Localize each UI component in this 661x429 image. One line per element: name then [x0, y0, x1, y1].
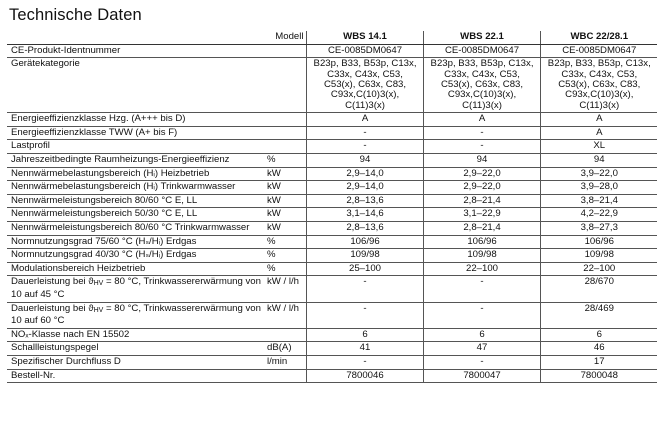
table-row	[7, 249, 657, 263]
table-row	[7, 44, 657, 58]
row-label: Nennwärmeleistungsbereich 80/60 °C Trinkwarmwasser	[7, 221, 264, 235]
row-value: 3,9–28,0	[540, 181, 657, 195]
table-row	[7, 276, 657, 302]
row-value: 109/98	[540, 249, 657, 263]
row-label-rest: = 80 °C, Trinkwassererwärmung von 10 auf 60 °C	[11, 302, 261, 327]
row-value: -	[423, 140, 540, 154]
row-value: 4,2–22,9	[540, 208, 657, 222]
model-header: WBS 22.1	[423, 31, 540, 44]
page-title: Technische Daten	[9, 6, 142, 24]
table-row	[7, 328, 657, 342]
row-value: 3,8–27,3	[540, 221, 657, 235]
table-row	[7, 140, 657, 154]
row-value: 2,9–14,0	[306, 181, 423, 195]
table-row	[7, 154, 657, 168]
row-label: Bestell-Nr.	[7, 369, 264, 383]
row-unit: kW	[264, 181, 306, 195]
row-unit: %	[264, 154, 306, 168]
row-label-text: Dauerleistung bei ϑ	[11, 276, 94, 288]
table-row	[7, 262, 657, 276]
row-value: 3,8–21,4	[540, 194, 657, 208]
table-row	[7, 302, 657, 328]
row-label: Lastprofil	[7, 140, 264, 154]
row-unit: kW / l/h	[264, 276, 306, 302]
row-value: -	[423, 302, 540, 328]
specs-table	[7, 31, 657, 383]
row-label: Nennwärmeleistungsbereich 50/30 °C E, LL	[7, 208, 264, 222]
row-unit: kW	[264, 167, 306, 181]
row-label: Normnutzungsgrad 75/60 °C (Hₛ/Hᵢ) Erdgas	[7, 235, 264, 249]
row-value: 41	[306, 342, 423, 356]
table-row	[7, 235, 657, 249]
row-value: 22–100	[540, 262, 657, 276]
row-label: NOₓ-Klasse nach EN 15502	[7, 328, 264, 342]
row-label: Modulationsbereich Heizbetrieb	[7, 262, 264, 276]
row-value: B23p, B33, B53p, C13x, C33x, C43x, C53, C53(x), C63x, C83, C93x,C(10)3(x), C(11)3(x)	[306, 58, 423, 113]
row-label: Jahreszeitbedingte Raumheizungs-Energieeffizienz	[7, 154, 264, 168]
row-value: -	[423, 355, 540, 369]
table-row	[7, 58, 657, 113]
row-value: B23p, B33, B53p, C13x, C33x, C43x, C53, C53(x), C63x, C83, C93x,C(10)3(x), C(11)3(x)	[540, 58, 657, 113]
row-value: 2,9–14,0	[306, 167, 423, 181]
row-value: 106/96	[540, 235, 657, 249]
row-value: -	[423, 276, 540, 302]
row-value: -	[306, 140, 423, 154]
row-label: Spezifischer Durchfluss D	[7, 355, 264, 369]
row-value: CE-0085DM0647	[540, 44, 657, 58]
row-value: 17	[540, 355, 657, 369]
row-label: Nennwärmebelastungsbereich (Hᵢ) Trinkwarmwasser	[7, 181, 264, 195]
row-label: Gerätekategorie	[7, 58, 264, 113]
row-value: 2,8–21,4	[423, 221, 540, 235]
table-row	[7, 167, 657, 181]
row-value: -	[423, 126, 540, 140]
table-row	[7, 113, 657, 127]
row-label: Nennwärmeleistungsbereich 80/60 °C E, LL	[7, 194, 264, 208]
row-unit: %	[264, 235, 306, 249]
row-value: 3,1–14,6	[306, 208, 423, 222]
row-value: 47	[423, 342, 540, 356]
row-label-text: Dauerleistung bei ϑ	[11, 302, 94, 314]
row-label: Schallleistungspegel	[7, 342, 264, 356]
row-value: 109/98	[423, 249, 540, 263]
modell-header: Modell	[7, 31, 306, 44]
row-value: 2,9–22,0	[423, 167, 540, 181]
row-label: Nennwärmebelastungsbereich (Hᵢ) Heizbetrieb	[7, 167, 264, 181]
row-unit: kW	[264, 194, 306, 208]
table-row	[7, 369, 657, 383]
row-value: CE-0085DM0647	[423, 44, 540, 58]
row-label-subscript: HV	[93, 306, 104, 314]
row-value: 109/98	[306, 249, 423, 263]
row-unit	[264, 140, 306, 154]
row-value: 106/96	[306, 235, 423, 249]
row-unit: kW	[264, 208, 306, 222]
row-label	[7, 276, 264, 302]
row-unit	[264, 113, 306, 127]
row-value: 94	[423, 154, 540, 168]
row-value: 94	[540, 154, 657, 168]
row-label-rest: = 80 °C, Trinkwassererwärmung von 10 auf 45 °C	[11, 276, 261, 300]
row-value: 7800047	[423, 369, 540, 383]
row-value: 3,9–22,0	[540, 167, 657, 181]
row-label: Normnutzungsgrad 40/30 °C (Hₛ/Hᵢ) Erdgas	[7, 249, 264, 263]
row-label: CE-Produkt-Identnummer	[7, 44, 264, 58]
row-unit	[264, 126, 306, 140]
table-row	[7, 194, 657, 208]
row-value: -	[306, 126, 423, 140]
row-unit	[264, 58, 306, 113]
header-row	[7, 31, 657, 44]
row-value: 7800048	[540, 369, 657, 383]
row-value: 6	[423, 328, 540, 342]
row-value: 2,8–13,6	[306, 194, 423, 208]
table-row	[7, 355, 657, 369]
row-value: 2,9–22,0	[423, 181, 540, 195]
row-value: 22–100	[423, 262, 540, 276]
row-value: 2,8–21,4	[423, 194, 540, 208]
row-value: 94	[306, 154, 423, 168]
row-unit: kW / l/h	[264, 302, 306, 328]
row-value: 7800046	[306, 369, 423, 383]
specs-body	[7, 44, 657, 383]
row-unit: %	[264, 262, 306, 276]
row-value: 28/670	[540, 276, 657, 302]
row-value: CE-0085DM0647	[306, 44, 423, 58]
row-value: B23p, B33, B53p, C13x, C33x, C43x, C53, C53(x), C63x, C83, C93x,C(10)3(x), C(11)3(x)	[423, 58, 540, 113]
table-row	[7, 208, 657, 222]
row-value: 6	[540, 328, 657, 342]
row-value: 28/469	[540, 302, 657, 328]
row-value: A	[306, 113, 423, 127]
row-value: 46	[540, 342, 657, 356]
row-unit	[264, 328, 306, 342]
row-value: A	[540, 113, 657, 127]
model-header: WBS 14.1	[306, 31, 423, 44]
row-value: A	[540, 126, 657, 140]
row-unit: l/min	[264, 355, 306, 369]
row-unit: kW	[264, 221, 306, 235]
row-label: Energieeffizienzklasse TWW (A+ bis F)	[7, 126, 264, 140]
row-label-subscript: HV	[93, 280, 104, 288]
table-row	[7, 342, 657, 356]
row-unit: dB(A)	[264, 342, 306, 356]
row-label	[7, 302, 264, 328]
row-unit	[264, 44, 306, 58]
row-unit	[264, 369, 306, 383]
row-value: 25–100	[306, 262, 423, 276]
row-value: 2,8–13,6	[306, 221, 423, 235]
table-row	[7, 181, 657, 195]
row-unit: %	[264, 249, 306, 263]
row-label: Energieeffizienzklasse Hzg. (A+++ bis D)	[7, 113, 264, 127]
row-value: XL	[540, 140, 657, 154]
model-header: WBC 22/28.1	[540, 31, 657, 44]
row-value: -	[306, 276, 423, 302]
row-value: -	[306, 302, 423, 328]
row-value: 106/96	[423, 235, 540, 249]
row-value: 3,1–22,9	[423, 208, 540, 222]
table-row	[7, 221, 657, 235]
table-row	[7, 126, 657, 140]
row-value: 6	[306, 328, 423, 342]
row-value: A	[423, 113, 540, 127]
row-value: -	[306, 355, 423, 369]
